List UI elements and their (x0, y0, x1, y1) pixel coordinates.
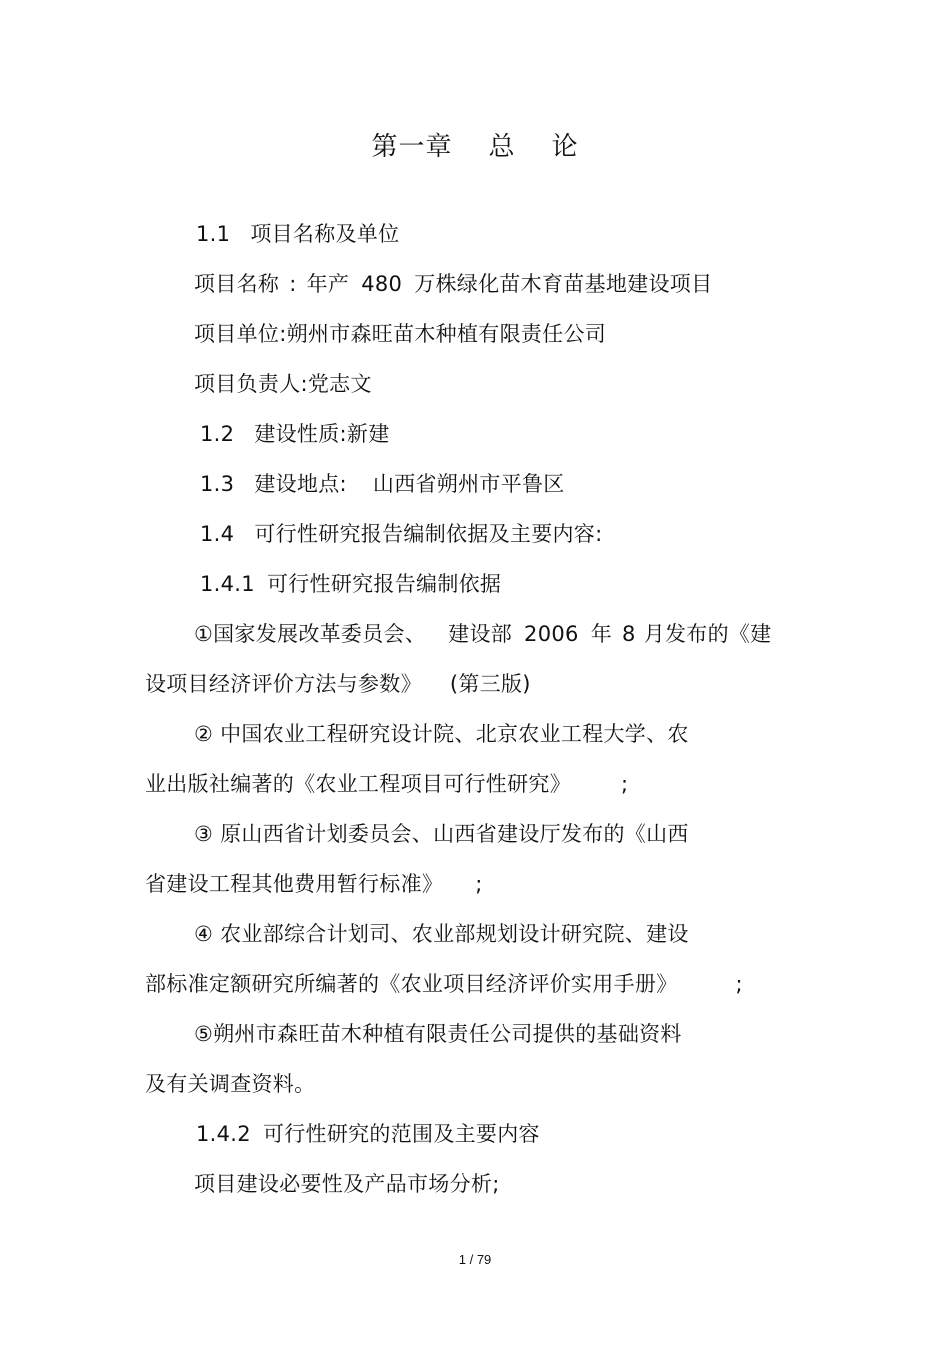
current-page: 1 (458, 1252, 466, 1267)
project-name-value-a: 年产 (306, 272, 350, 296)
reference-3-line-1: ③ 原山西省计划委员会、山西省建设厅发布的《山西 (194, 822, 689, 846)
reference-2-line-1: ② 中国农业工程研究设计院、北京农业工程大学、农 (194, 722, 689, 746)
reference-year: 2006 (524, 622, 579, 646)
chapter-title-part3: 论 (551, 132, 579, 162)
section-number: 1.4 (200, 522, 235, 546)
total-pages: 79 (476, 1252, 492, 1267)
project-name-value-b: 万株绿化苗木育苗基地建设项目 (414, 272, 713, 296)
project-unit-line (194, 319, 606, 349)
page-separator: / (469, 1252, 474, 1267)
section-1-4-line (200, 519, 603, 549)
section-1-2-line (200, 419, 390, 449)
reference-edition: (第三版) (449, 672, 531, 696)
section-value: 山西省朔州市平鲁区 (372, 472, 565, 496)
reference-4-line-2 (145, 969, 743, 999)
reference-5-line-2: 及有关调查资料。 (145, 1072, 316, 1096)
project-leader-line (194, 369, 372, 399)
section-text: 可行性研究报告编制依据及主要内容: (254, 522, 603, 546)
section-text: 建设性质: (254, 422, 347, 446)
reference-text: 业出版社编著的《农业工程项目可行性研究》 (145, 772, 571, 796)
reference-3-line-2 (145, 869, 483, 899)
project-name-line (194, 269, 712, 299)
reference-semicolon: ; (475, 872, 483, 896)
reference-4-line-1: ④ 农业部综合计划司、农业部规划设计研究院、建设 (194, 922, 689, 946)
section-text: 可行性研究报告编制依据 (266, 572, 502, 596)
chapter-title-part2: 总 (488, 132, 516, 162)
chapter-title-part1: 第一章 (371, 132, 453, 162)
reference-text: ①国家发展改革委员会、 (194, 622, 427, 646)
section-1-4-1-line (200, 569, 501, 599)
project-name-label: 项目名称 (194, 272, 280, 296)
reference-text: 部标准定额研究所编著的《农业项目经济评价实用手册》 (145, 972, 678, 996)
project-leader-label: 项目负责人: (194, 372, 308, 396)
page-number-footer (0, 1251, 950, 1269)
reference-2-line-2 (145, 769, 628, 799)
reference-text: 省建设工程其他费用暂行标准》 (145, 872, 444, 896)
reference-semicolon: ; (621, 772, 629, 796)
section-value: 新建 (346, 422, 390, 446)
section-number: 1.2 (200, 422, 235, 446)
scope-item: 项目建设必要性及产品市场分析; (194, 1172, 500, 1196)
reference-text: 设项目经济评价方法与参数》 (145, 672, 422, 696)
section-number: 1.3 (200, 472, 235, 496)
section-heading-text: 项目名称及单位 (250, 222, 400, 246)
project-leader-value: 党志文 (307, 372, 372, 396)
reference-month: 8 (622, 622, 636, 646)
reference-text: 建设部 (448, 622, 513, 646)
reference-1-line-1 (194, 619, 772, 649)
project-unit-value: 朔州市森旺苗木种植有限责任公司 (286, 322, 607, 346)
project-name-value-number: 480 (361, 272, 403, 296)
section-number: 1.4.1 (200, 572, 255, 596)
reference-1-line-2 (145, 669, 531, 699)
section-1-4-2-line (196, 1119, 540, 1149)
section-number: 1.4.2 (196, 1122, 251, 1146)
reference-semicolon: ; (735, 972, 743, 996)
project-name-colon: : (289, 272, 297, 296)
section-number: 1.1 (196, 222, 231, 246)
reference-text: 月发布的《建 (643, 622, 772, 646)
section-1-1-heading (196, 219, 399, 249)
section-text: 可行性研究的范围及主要内容 (262, 1122, 540, 1146)
reference-text: 年 (590, 622, 613, 646)
section-1-3-line (200, 469, 565, 499)
section-text: 建设地点: (254, 472, 347, 496)
reference-5-line-1: ⑤朔州市森旺苗木种植有限责任公司提供的基础资料 (194, 1022, 682, 1046)
project-unit-label: 项目单位: (194, 322, 287, 346)
chapter-title (0, 130, 950, 164)
